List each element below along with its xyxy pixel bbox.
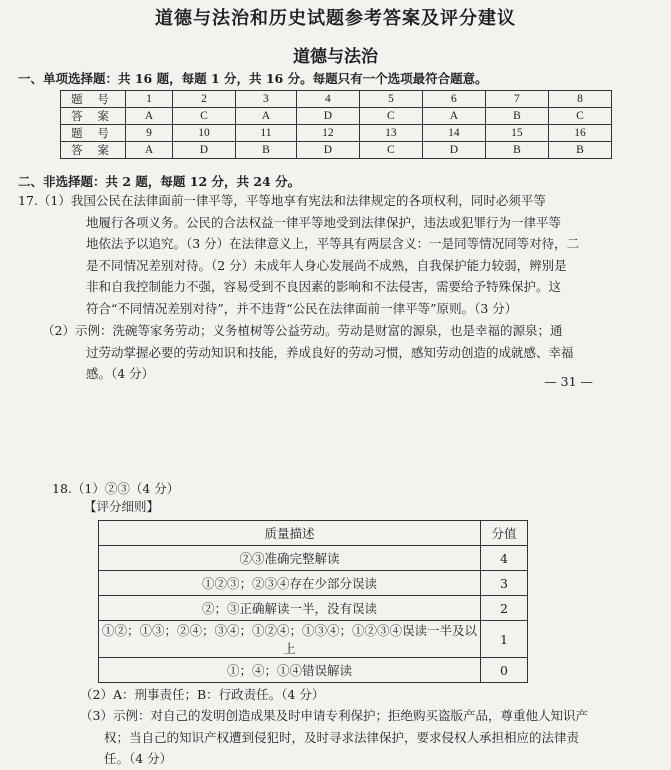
table-cell: D — [422, 142, 485, 159]
table-cell: 0 — [481, 658, 528, 683]
text-line: 地履行各项义务。公民的合法权益一律平等地受到法律保护，违法或犯罪行为一律平等 — [86, 214, 562, 230]
table-row — [99, 596, 528, 621]
table-cell: C — [359, 108, 422, 125]
table-row — [61, 125, 612, 142]
text-line: （2）示例：洗碗等家务劳动；义务植树等公益劳动。劳动是财富的源泉，也是幸福的源泉；通 — [42, 323, 563, 338]
table-cell: 4 — [296, 91, 359, 108]
table-cell: 4 — [481, 546, 528, 571]
text-line: （3）示例：对自己的发明创造成果及时申请专利保护；拒绝购买盗版产品，尊重他人知识产 — [80, 708, 588, 723]
table-cell: ①；④；①④错误解读 — [99, 658, 481, 683]
question-18-part-3 — [80, 705, 588, 770]
text-line: 符合“不同情况差别对待”，并不违背“公民在法律面前一律平等”原则。（3 分） — [86, 300, 518, 316]
answer-table — [60, 90, 612, 159]
table-header-cell: 题 号 — [61, 91, 126, 108]
table-row — [99, 658, 528, 683]
table-cell: 9 — [126, 125, 173, 142]
table-cell: B — [235, 142, 296, 159]
table-cell: 8 — [548, 91, 611, 108]
table-cell: D — [172, 142, 235, 159]
table-cell: 12 — [296, 125, 359, 142]
table-header-cell: 质量描述 — [99, 521, 481, 546]
table-cell: 16 — [548, 125, 611, 142]
rubric-title: 【评分细则】 — [84, 499, 160, 514]
table-cell: A — [422, 108, 485, 125]
scoring-rubric-table — [98, 520, 528, 683]
table-cell: B — [548, 142, 611, 159]
section-subtitle: 道德与法治 — [293, 47, 378, 67]
table-cell: B — [485, 142, 548, 159]
table-row — [99, 621, 528, 658]
table-row — [61, 142, 612, 159]
table-cell: A — [235, 108, 296, 125]
text-line: 是不同情况差别对待。（2 分）未成年人身心发展尚不成熟，自我保护能力较弱，辨别是 — [86, 257, 567, 273]
table-cell: 2 — [172, 91, 235, 108]
section-2-heading: 二、非选择题：共 2 题，每题 12 分，共 24 分。 — [18, 174, 301, 189]
table-cell: 1 — [126, 91, 173, 108]
table-cell: C — [172, 108, 235, 125]
table-cell: 7 — [485, 91, 548, 108]
text-line: 权；当自己的知识产权遭到侵犯时，及时寻求法律保护，要求侵权人承担相应的法律责 — [104, 729, 580, 745]
text-line: 感。（4 分） — [86, 366, 155, 381]
table-cell: 15 — [485, 125, 548, 142]
table-cell: ②；③正确解读一半，没有误读 — [99, 596, 481, 621]
table-header-cell: 答 案 — [61, 108, 126, 125]
table-cell: C — [359, 142, 422, 159]
table-cell: A — [126, 108, 173, 125]
table-cell: 10 — [172, 125, 235, 142]
table-cell: 3 — [235, 91, 296, 108]
question-18-part-1: 18.（1）②③（4 分） — [52, 481, 180, 496]
section-1-heading: 一、单项选择题：共 16 题，每题 1 分，共 16 分。每题只有一个选项最符合题意。 — [18, 71, 488, 86]
text-line: 任。（4 分） — [104, 751, 173, 766]
table-header-cell: 答 案 — [61, 142, 126, 159]
table-cell: D — [296, 108, 359, 125]
table-cell: C — [548, 108, 611, 125]
table-row — [61, 91, 612, 108]
table-row — [99, 571, 528, 596]
table-cell: ①②③；②③④存在少部分误读 — [99, 571, 481, 596]
table-header-cell: 题 号 — [61, 125, 126, 142]
text-line: 地依法予以追究。（3 分）在法律意义上，平等具有两层含义：一是同等情况同等对待，二 — [86, 236, 580, 251]
table-cell: 14 — [422, 125, 485, 142]
text-line: 过劳动掌握必要的劳动知识和技能，养成良好的劳动习惯，感知劳动创造的成就感、幸福 — [86, 344, 574, 360]
table-cell: 11 — [235, 125, 296, 142]
question-17-part-1 — [18, 190, 579, 319]
table-cell: 13 — [359, 125, 422, 142]
table-row — [99, 521, 528, 546]
table-cell: A — [126, 142, 173, 159]
table-cell: B — [485, 108, 548, 125]
table-row — [61, 108, 612, 125]
table-row — [99, 546, 528, 571]
table-cell: D — [296, 142, 359, 159]
text-line: 17.（1）我国公民在法律面前一律平等，平等地享有宪法和法律规定的各项权利，同时必须平等 — [18, 193, 546, 208]
table-cell: 2 — [481, 596, 528, 621]
table-header-cell: 分值 — [481, 521, 528, 546]
page-number: — 31 — — [544, 374, 593, 389]
table-cell: 1 — [481, 621, 528, 658]
table-cell: 5 — [359, 91, 422, 108]
page-title: 道德与法治和历史试题参考答案及评分建议 — [155, 8, 516, 29]
table-cell: 6 — [422, 91, 485, 108]
table-cell: ①②；①③；②④；③④；①②④；①③④；①②③④误读一半及以上 — [99, 621, 481, 658]
table-cell: 3 — [481, 571, 528, 596]
question-18-part-2: （2）A：刑事责任；B：行政责任。（4 分） — [80, 687, 325, 702]
text-line: 非和自我控制能力不强，容易受到不良因素的影响和不法侵害，需要给予特殊保护。这 — [86, 279, 562, 294]
question-17-part-2 — [42, 320, 574, 385]
table-cell: ②③准确完整解读 — [99, 546, 481, 571]
